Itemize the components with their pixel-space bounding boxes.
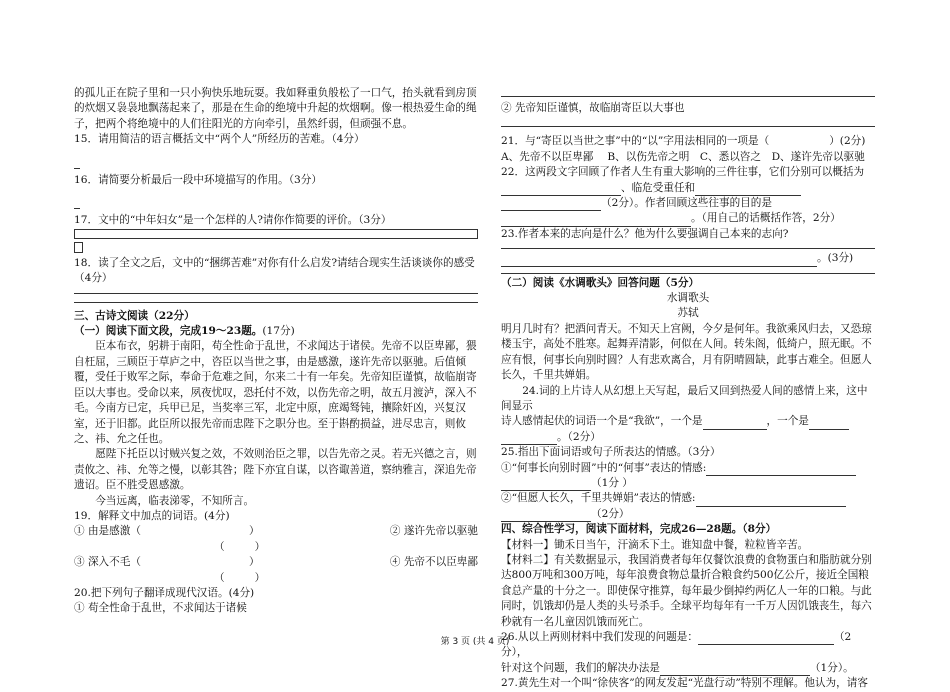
- answer-square[interactable]: [74, 242, 83, 253]
- material-2: 【材料二】有关数据显示，我国消费者每年仅餐饮浪费的食物蛋白和脂肪就分别达800万吨和300万吨，每年浪费食物总量折合粮食约500亿公斤，接近全国粮食总产量的十分之一。即使保守推算，每年最少倒掉约两亿人一年的口粮。与此同时，饥饿却仍是人类的头号杀手。全球平均每年有一千万人因饥饿丧生，每六秒就有一名儿童因饥饿而死亡。: [501, 553, 872, 628]
- answer-blank[interactable]: [703, 418, 767, 430]
- answer-box[interactable]: [74, 229, 478, 239]
- poem-text: 明月几时有？把酒问青天。不知天上宫阙，今夕是何年。我欲乘风归去，又恐琼楼玉宇，高处不胜寒。起舞弄清影，何似在人间。转朱阁，低绮户，照无眠。不应有恨，何事长向别时圆？人有悲欢离合，月有阴晴圆缺，此事古难全。但愿人长久，千里共婵娟。: [501, 322, 872, 382]
- page-footer: 第 3 页 (共 4 页): [440, 637, 510, 647]
- answer-line[interactable]: [501, 116, 875, 127]
- answer-line[interactable]: [74, 296, 478, 303]
- item-paren-close: ）: [254, 540, 266, 553]
- item-close: ）: [248, 556, 260, 569]
- left-column: [74, 86, 478, 617]
- q19-row: [74, 555, 478, 570]
- right-column: [501, 86, 875, 692]
- item-number: ③: [74, 556, 85, 569]
- story-line: 的孤儿正在院子里和一只小狗快乐地玩耍。我如释重负般松了一口气，抬头就看到房顶: [74, 87, 477, 99]
- question-25: 25.指出下面词语或句子所表达的情感。（3分）: [501, 446, 721, 459]
- answer-line[interactable]: [501, 267, 875, 274]
- item-paren: （: [214, 571, 225, 584]
- item-word: 遂许先帝以驱驰: [403, 525, 478, 538]
- question-26-part-score: （1分）。: [809, 661, 854, 674]
- question-23: 23.作者本来的志向是什么？他为什么要强调自己本来的志向?: [501, 227, 789, 240]
- story-line: 的炊烟又袅袅地飘荡起来了，那是在生命的绝境中升起的炊烟啊。像一根热爱生命的绳: [74, 102, 477, 115]
- answer-blank[interactable]: [809, 418, 849, 430]
- item-word: 深入不毛（: [87, 556, 141, 569]
- question-15: 15．请用简洁的语言概括文中“两个人”所经历的苦难。（4分）: [74, 133, 365, 146]
- question-25-item-2: ②“但愿人长久，千里共婵娟”表达的情感:: [501, 492, 696, 505]
- question-18-score: （4分）: [74, 272, 113, 285]
- answer-blank[interactable]: [501, 433, 557, 445]
- passage-paragraph: 愿陛下托臣以讨贼兴复之效，不效则治臣之罪，以告先帝之灵。若无兴德之言，则责攸之、祎、允等之慢，以彰其咎；陛下亦宜自谋，以咨诹善道，察纳雅言，深追先帝遗诏。臣不胜受恩感激。: [74, 448, 477, 492]
- item-number: ④: [389, 556, 401, 569]
- section-4-heading: 四、综合性学习，阅读下面材料，完成26—28题。（8分）: [501, 523, 777, 536]
- item-paren: （: [214, 540, 225, 553]
- question-20-item-2: ② 先帝知臣谨慎，故临崩寄臣以大事也: [501, 102, 685, 114]
- poem-author: 苏轼: [677, 307, 699, 320]
- question-21-options: A、先帝不以臣卑鄙 B、以伤先帝之明 C、悉以咨之 D、遂许先帝以驱驰: [501, 150, 865, 163]
- answer-blank[interactable]: [501, 184, 621, 196]
- question-26-part: 针对这个问题，我们的解决办法是: [501, 661, 660, 674]
- q19-row: [74, 571, 478, 586]
- question-22-part: 。（用自己的话概括作答，2分）: [691, 212, 841, 225]
- item-number: ①: [74, 525, 85, 538]
- question-22-part: 、临危受重任和: [621, 181, 696, 194]
- item-close: ）: [248, 525, 260, 538]
- question-25-item-1: ①“何事长向别时圆”中的“何事”表达的情感:: [501, 461, 707, 474]
- question-24-part: 诗人感情起伏的词语一个是“我欲”，一个是: [501, 415, 703, 428]
- answer-blank[interactable]: [501, 510, 591, 522]
- question-24: 24.词的上片诗人从幻想上天写起，最后又回到热爱人间的感情上来，这中间显示: [501, 384, 868, 412]
- story-line: 子，把两个将绝境中的人们往阳光的方向牵引，虽然纤弱，但顽强不息。: [74, 117, 413, 130]
- answer-line[interactable]: [501, 86, 875, 97]
- answer-blank[interactable]: [501, 199, 601, 211]
- q19-row: [74, 540, 478, 555]
- item-word: 先帝不以臣卑鄙: [403, 556, 478, 569]
- question-24-part: ，一个是: [766, 415, 809, 428]
- answer-line[interactable]: [74, 202, 80, 209]
- answer-line[interactable]: [501, 242, 875, 249]
- question-25-item-2-score: （2分）: [591, 507, 630, 520]
- answer-blank[interactable]: [695, 184, 801, 196]
- subsection-1-heading: （一）阅读下面文段，完成19～23题。: [74, 325, 263, 338]
- answer-blank[interactable]: [660, 664, 810, 676]
- question-24-score: 。（2分）: [557, 430, 601, 443]
- passage-paragraph: 今当远离，临表涕零，不知所言。: [95, 494, 255, 507]
- answer-blank[interactable]: [706, 464, 856, 476]
- answer-line[interactable]: [74, 162, 80, 169]
- question-18: 18．读了全文之后，文中的“捆绑苦难”对你有什么启发?请结合现实生活谈谈你的感受: [74, 256, 475, 269]
- material-1: 【材料一】锄禾日当午，汗滴禾下土。谁知盘中餐，粒粒皆辛苦。: [501, 538, 809, 551]
- question-20: 20.把下列句子翻译成现代汉语。(4分): [74, 586, 255, 599]
- question-17: 17．文中的“中年妇女”是一个怎样的人?请你作简要的评价。（3分）: [74, 214, 392, 227]
- subsection-1-score: (17分): [262, 325, 295, 338]
- answer-blank[interactable]: [501, 255, 817, 267]
- answer-blank[interactable]: [501, 215, 691, 227]
- question-23-score: 。(3分): [817, 252, 854, 265]
- q19-row: [74, 524, 478, 539]
- answer-line[interactable]: [74, 287, 478, 294]
- question-20-item-1: ① 苟全性命于乱世，不求闻达于诸候: [74, 602, 247, 615]
- question-25-item-1-score: （1分 ）: [591, 476, 633, 489]
- question-22-part: （2分）。作者回顾这些往事的目的是: [601, 197, 772, 210]
- poem-title: 水调歌头: [666, 292, 710, 305]
- question-27: 27.黄先生对一个叫“徐侠客”的网友发起“光盘行动”特别不理解。他认为，请客: [501, 677, 868, 690]
- question-21: 21．与“寄臣以当世之事”中的“以”字用法相同的一项是（: [501, 135, 770, 148]
- question-19: 19．解释文中加点的词语。(4分): [74, 509, 230, 522]
- question-26-score: （2分），: [501, 631, 852, 659]
- question-22: 22．这两段文字回顾了作者人生有重大影响的三件往事，它们分别可以概括为: [501, 166, 865, 179]
- subsection-2-heading: （二）阅读《水调歌头》回答问题（5分）: [501, 276, 700, 289]
- item-paren-close: ）: [254, 571, 266, 584]
- answer-blank[interactable]: [696, 495, 846, 507]
- question-21-score: ）(2分): [829, 135, 866, 148]
- item-number: ②: [389, 525, 401, 538]
- question-16: 16．请简要分析最后一段中环境描写的作用。（3分）: [74, 173, 322, 186]
- item-word: 由是感激（: [87, 525, 141, 538]
- passage-paragraph: 臣本布衣，躬耕于南阳，苟全性命于乱世，不求闻达于诸侯。先帝不以臣卑鄙，猥自枉屈，三顾臣于草庐之中，咨臣以当世之事，由是感激，遂许先帝以驱驰。后值倾覆，受任于败军之际，奉命于危难之间，尔来二十有一年矣。先帝知臣谨慎，故临崩寄臣以大事也。受命以来，夙夜忧叹，恐托付不效，以伤先帝之明，故五月渡泸，深入不毛。今南方已定，兵甲已足，当奖率三军，北定中原，庶竭驽钝，攘除奸凶，兴复汉室，还于旧都。此臣所以报先帝而忠陛下之职分也。至于斟酌损益，进尽忠言，则攸之、祎、允之任也。: [74, 340, 477, 445]
- question-26: 26.从以上两则材料中我们发现的问题是：: [501, 631, 698, 643]
- section-3-heading: 三、古诗文阅读（22分）: [74, 309, 195, 322]
- answer-blank[interactable]: [501, 479, 591, 491]
